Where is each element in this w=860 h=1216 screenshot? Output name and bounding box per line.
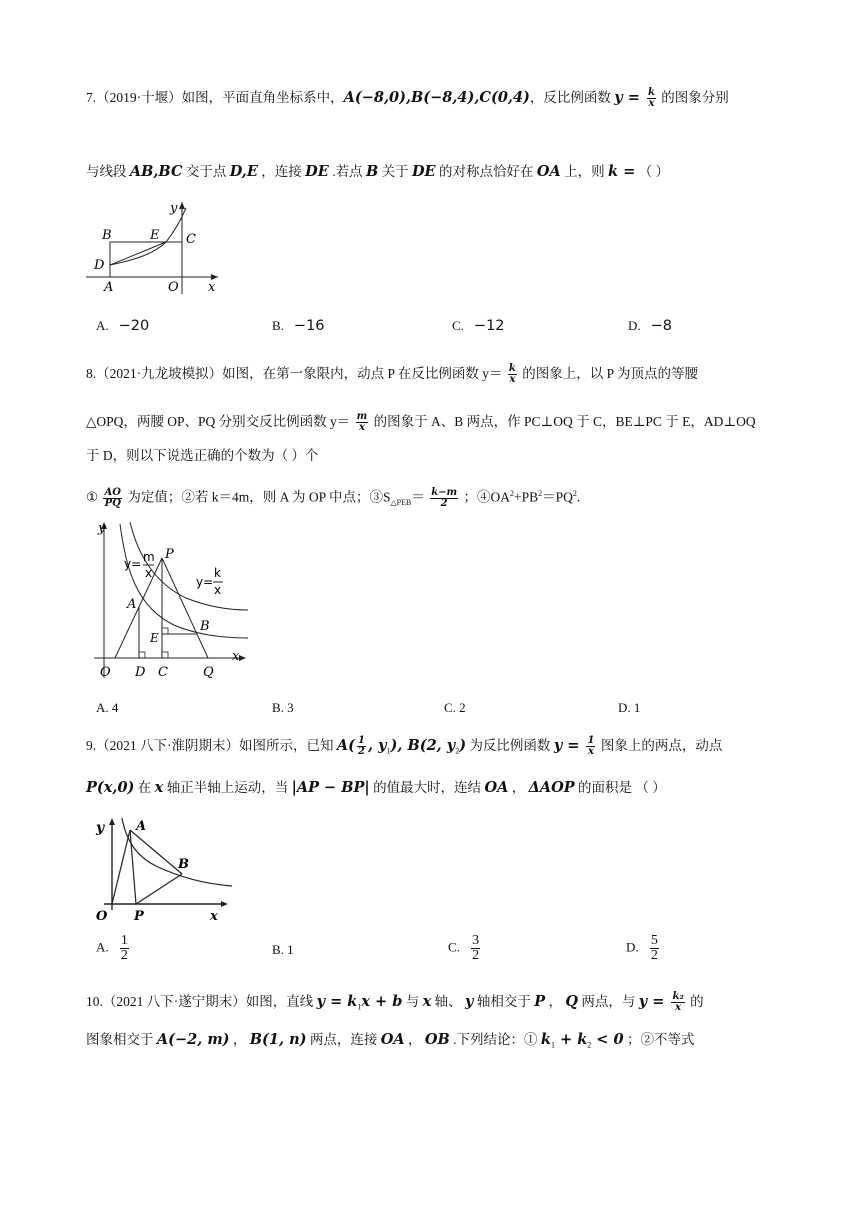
text-span: 为反比例函数 [466, 738, 554, 753]
q7-label-E: E [150, 228, 160, 243]
q8-line-4 [86, 484, 580, 513]
math-expression: P [534, 993, 546, 1010]
fraction-numerator: AO [104, 486, 121, 498]
fraction-numerator: k [508, 363, 516, 375]
math-expression: y [465, 993, 474, 1010]
text-span: 7.（2019·十堰）如图，平面直角坐标系中， [86, 90, 344, 105]
math-expression: y = k [316, 993, 358, 1010]
q8-label-eq-k-den: x [214, 583, 222, 597]
text-span: ， [508, 780, 529, 795]
q8-figure [86, 518, 252, 686]
math-expression: D,E [229, 163, 258, 180]
q7-option-c[interactable]: C. −12 [452, 318, 505, 334]
subscript: 2 [587, 1040, 592, 1050]
fraction-numerator: k [647, 87, 655, 99]
q9-option-d[interactable]: D. $\frac{5}{2}$ [626, 933, 658, 963]
q7-label-A: A [104, 280, 114, 295]
text-span: 9.（2021 八下·淮阴期末）如图所示，已知 [86, 738, 337, 753]
q7-option-b[interactable]: B. −16 [272, 318, 325, 334]
subscript: 2 [455, 746, 460, 756]
text-span: 上，则 [560, 164, 608, 179]
math-expression: OA [536, 163, 561, 180]
text-span: ；④OA [460, 489, 510, 505]
q8-label-eq-m-num: m [143, 550, 155, 564]
subscript: 1 [550, 1040, 555, 1050]
text-span: 的图象分别 [657, 90, 729, 105]
fraction-numerator: 1 [587, 735, 595, 747]
fraction [430, 488, 458, 509]
text-span: ， [229, 1032, 250, 1047]
q7-label-O: O [168, 280, 179, 295]
q8-label-y: y [98, 521, 106, 536]
q9-label-x: x [210, 909, 218, 922]
q9-label-O: O [96, 909, 108, 922]
math-expression: k = [607, 163, 636, 180]
superscript: 2 [538, 489, 543, 498]
math-expression: ), B(2, y [390, 737, 456, 754]
fraction [508, 364, 517, 385]
fraction [586, 736, 595, 757]
text-span: △OPQ，两腰 OP、PQ 分别交反比例函数 y＝ [86, 414, 354, 429]
math-expression: x [154, 779, 164, 796]
q7-label-D: D [94, 258, 105, 273]
fraction [103, 488, 121, 509]
math-expression: Q [565, 993, 579, 1010]
math-expression: y = [614, 89, 645, 106]
math-expression: y = [553, 737, 585, 754]
text-span: 的图象上，以 P 为顶点的等腰 [518, 366, 698, 381]
q9-line-2 [86, 778, 666, 798]
math-expression: k [540, 1031, 551, 1048]
math-expression: ΔAOP [528, 779, 575, 796]
q8-label-eq-k-lhs: y= [196, 575, 214, 589]
math-expression: DE [411, 163, 436, 180]
text-span: ＝PQ [542, 489, 573, 505]
math-expression: , y [367, 737, 387, 754]
fraction-denominator: PQ [104, 497, 121, 509]
q9-label-P: P [134, 909, 144, 922]
fraction-numerator: k₂ [672, 991, 684, 1003]
text-span: ， [404, 1032, 425, 1047]
superscript: 2 [572, 489, 577, 498]
q8-option-d[interactable]: D. 1 [618, 700, 641, 715]
q8-line-2 [86, 412, 756, 433]
text-span: 轴、 [431, 994, 466, 1009]
math-expression: A(−8,0),B(−8,4),C(0,4) [343, 89, 530, 106]
fraction-denominator: 2 [440, 497, 448, 509]
text-span: +PB [513, 489, 539, 505]
subscript: 1 [357, 1002, 362, 1012]
q8-option-c[interactable]: C. 2 [444, 700, 466, 715]
text-span: 图象相交于 [86, 1032, 157, 1047]
q10-line-2 [86, 1030, 694, 1056]
math-expression: B(1, n) [249, 1031, 307, 1048]
q8-label-O: O [100, 665, 111, 680]
text-span: 两点，与 [578, 994, 639, 1009]
text-span: . [576, 489, 581, 505]
q7-label-C: C [186, 232, 196, 247]
q8-line-1 [86, 364, 698, 385]
fraction [647, 88, 656, 109]
subscript: 1 [386, 746, 391, 756]
fraction [671, 992, 684, 1013]
q7-label-x: x [208, 280, 216, 295]
q9-label-B: B [178, 857, 189, 872]
math-expression: |AP − BP| [291, 779, 370, 796]
q7-figure [86, 198, 226, 298]
q8-label-A: A [127, 597, 137, 612]
text-span: 轴相交于 [473, 994, 535, 1009]
q7-line-1 [86, 88, 729, 109]
fraction-numerator: m [356, 411, 368, 423]
text-span: 的面积是 （ ） [574, 780, 666, 795]
math-expression: A( [336, 737, 355, 754]
fraction-denominator: x [648, 98, 655, 110]
fraction-denominator: x [509, 374, 516, 386]
text-span: ＝ [411, 489, 429, 505]
fraction [356, 412, 369, 433]
q8-label-D: D [135, 665, 146, 680]
text-span: ， [545, 994, 566, 1009]
math-expression: B [365, 163, 379, 180]
math-expression: A(−2, m) [156, 1031, 230, 1048]
text-span: 图象上的两点，动点 [597, 738, 723, 753]
math-expression: OA [380, 1031, 405, 1048]
fraction-denominator: x [675, 1002, 682, 1014]
q7-label-y: y [170, 201, 178, 216]
q10-line-1 [86, 992, 704, 1018]
q7-option-a[interactable]: A. −20 [96, 318, 150, 334]
text-span: （ ） [635, 164, 669, 179]
q7-option-d[interactable]: D. −8 [628, 318, 673, 334]
text-span: 8.（2021·九龙坡模拟）如图，在第一象限内，动点 P 在反比例函数 y＝ [86, 366, 506, 381]
q8-label-Q: Q [203, 665, 214, 680]
text-span: 为定值；②若 k＝4m，则 A 为 OP 中点；③S [123, 489, 391, 505]
fraction [357, 736, 366, 757]
math-expression: DE [305, 163, 329, 180]
q9-option-c[interactable]: C. $\frac{3}{2}$ [448, 933, 480, 963]
superscript: 2 [509, 489, 514, 498]
q8-label-E: E [150, 631, 159, 645]
math-expression: AB,BC [129, 163, 183, 180]
q9-option-b[interactable]: B. 1 [272, 942, 294, 957]
text-span: 10.（2021 八下·遂宁期末）如图，直线 [86, 994, 317, 1009]
q8-label-eq-m-den: x [145, 566, 153, 580]
math-expression: OA [484, 779, 509, 796]
text-span: 轴正半轴上运动，当 [163, 780, 292, 795]
q9-option-a[interactable]: A. $\frac{1}{2}$ [96, 933, 128, 963]
text-span: 在 [134, 780, 155, 795]
fraction-denominator: x [358, 422, 365, 434]
q9-label-y: y [96, 820, 105, 836]
text-span: .若点 [328, 164, 366, 179]
text-span: ，反比例函数 [529, 90, 615, 105]
text-span: 于 D，则以下说选正确的个数为（ ）个 [86, 448, 319, 463]
q8-label-eq-m-lhs: y= [124, 557, 142, 571]
q8-label-P: P [165, 547, 174, 562]
fraction-numerator: k−m [431, 486, 458, 498]
q9-figure [86, 812, 236, 922]
q8-line-3 [86, 446, 319, 466]
q9-label-A: A [136, 819, 147, 834]
text-span: 与 [402, 994, 423, 1009]
text-span: ；②不等式 [623, 1032, 695, 1047]
text-span: 关于 [378, 164, 412, 179]
text-span: 的对称点恰好在 [435, 164, 537, 179]
fraction-denominator: x [587, 746, 594, 758]
fraction-numerator: 1 [358, 735, 365, 747]
math-expression: + k [554, 1031, 588, 1048]
text-span: 与线段 [86, 164, 130, 179]
text-span: 两点，连接 [306, 1032, 381, 1047]
q7-label-B: B [102, 228, 112, 243]
math-expression: < 0 [591, 1031, 624, 1048]
math-expression: P(x,0) [86, 779, 135, 796]
text-span: ，连接 [257, 164, 306, 179]
math-expression: x + b [361, 993, 403, 1010]
q9-line-1 [86, 736, 722, 762]
math-expression: x [422, 993, 432, 1010]
text-span: ① [86, 489, 102, 505]
q8-label-C: C [158, 665, 168, 680]
math-expression: OB [424, 1031, 450, 1048]
q8-option-a[interactable]: A. 4 [96, 700, 119, 715]
q8-label-x: x [232, 649, 240, 664]
text-span: 交于点 [182, 164, 230, 179]
math-expression: ) [459, 737, 467, 754]
q8-label-eq-k-num: k [214, 566, 221, 580]
q7-line-2 [86, 162, 669, 182]
text-span: 的 [686, 994, 704, 1009]
math-expression: y = [638, 993, 670, 1010]
subscript: △PEB [390, 498, 412, 508]
text-span: .下列结论：① [449, 1032, 541, 1047]
text-span: 的值最大时，连结 [369, 780, 485, 795]
q8-option-b[interactable]: B. 3 [272, 700, 294, 715]
fraction-denominator: 2 [358, 746, 365, 758]
q8-label-B: B [200, 619, 210, 634]
text-span: 的图象于 A、B 两点，作 PC⊥OQ 于 C，BE⊥PC 于 E，AD⊥OQ [370, 414, 756, 429]
